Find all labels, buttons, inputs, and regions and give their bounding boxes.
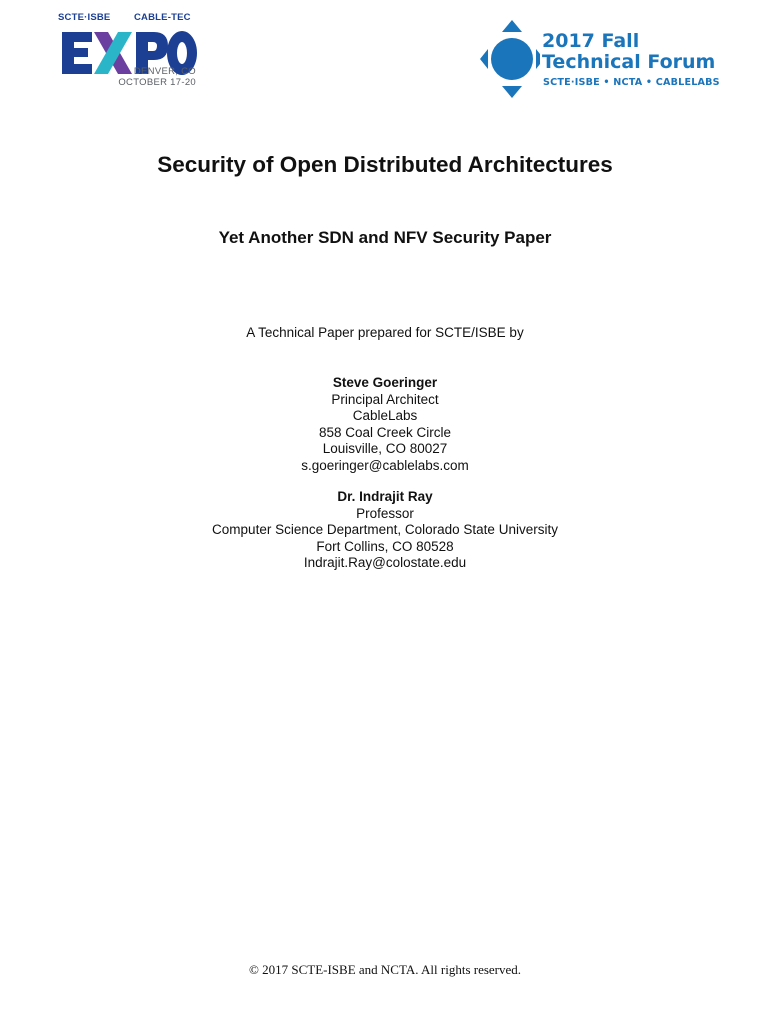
author-org: CableLabs bbox=[352, 408, 418, 423]
document-subtitle: Yet Another SDN and NFV Security Paper bbox=[218, 228, 552, 247]
prepared-for-line: A Technical Paper prepared for SCTE/ISBE by bbox=[246, 325, 524, 340]
author-email: s.goeringer@cablelabs.com bbox=[301, 457, 469, 473]
forum-title-line2: Technical Forum bbox=[542, 51, 716, 73]
forum-title-line1: 2017 Fall bbox=[542, 30, 640, 52]
globe-diamond-icon bbox=[476, 14, 540, 104]
cable-tec-expo-logo bbox=[58, 12, 198, 94]
document-title: Security of Open Distributed Architectures bbox=[157, 152, 613, 177]
author-name: Steve Goeringer bbox=[332, 375, 438, 390]
author-title: Principal Architect bbox=[331, 391, 439, 407]
expo-org-right: CABLE-TEC bbox=[134, 12, 191, 23]
author-address: 858 Coal Creek Circle bbox=[318, 424, 452, 440]
author-name: Dr. Indrajit Ray bbox=[337, 489, 433, 504]
author-title: Professor bbox=[356, 505, 414, 521]
author-block bbox=[0, 489, 770, 572]
forum-orgs: SCTE·ISBE • NCTA • CABLELABS bbox=[543, 77, 720, 88]
expo-org-left: SCTE·ISBE bbox=[58, 12, 111, 23]
author-org: Computer Science Department, Colorado State University bbox=[212, 522, 558, 537]
author-email: Indrajit.Ray@colostate.edu bbox=[303, 555, 467, 570]
fall-technical-forum-logo bbox=[476, 14, 746, 104]
expo-dates: OCTOBER 17-20 bbox=[118, 77, 196, 88]
forum-title bbox=[542, 31, 715, 73]
copyright-footer: © 2017 SCTE-ISBE and NCTA. All rights reserved. bbox=[248, 962, 522, 977]
author-address: Louisville, CO 80027 bbox=[322, 441, 448, 456]
author-block bbox=[0, 375, 770, 474]
expo-city: DENVER, CO bbox=[133, 66, 196, 77]
author-address: Fort Collins, CO 80528 bbox=[316, 538, 454, 554]
expo-location bbox=[118, 66, 196, 88]
